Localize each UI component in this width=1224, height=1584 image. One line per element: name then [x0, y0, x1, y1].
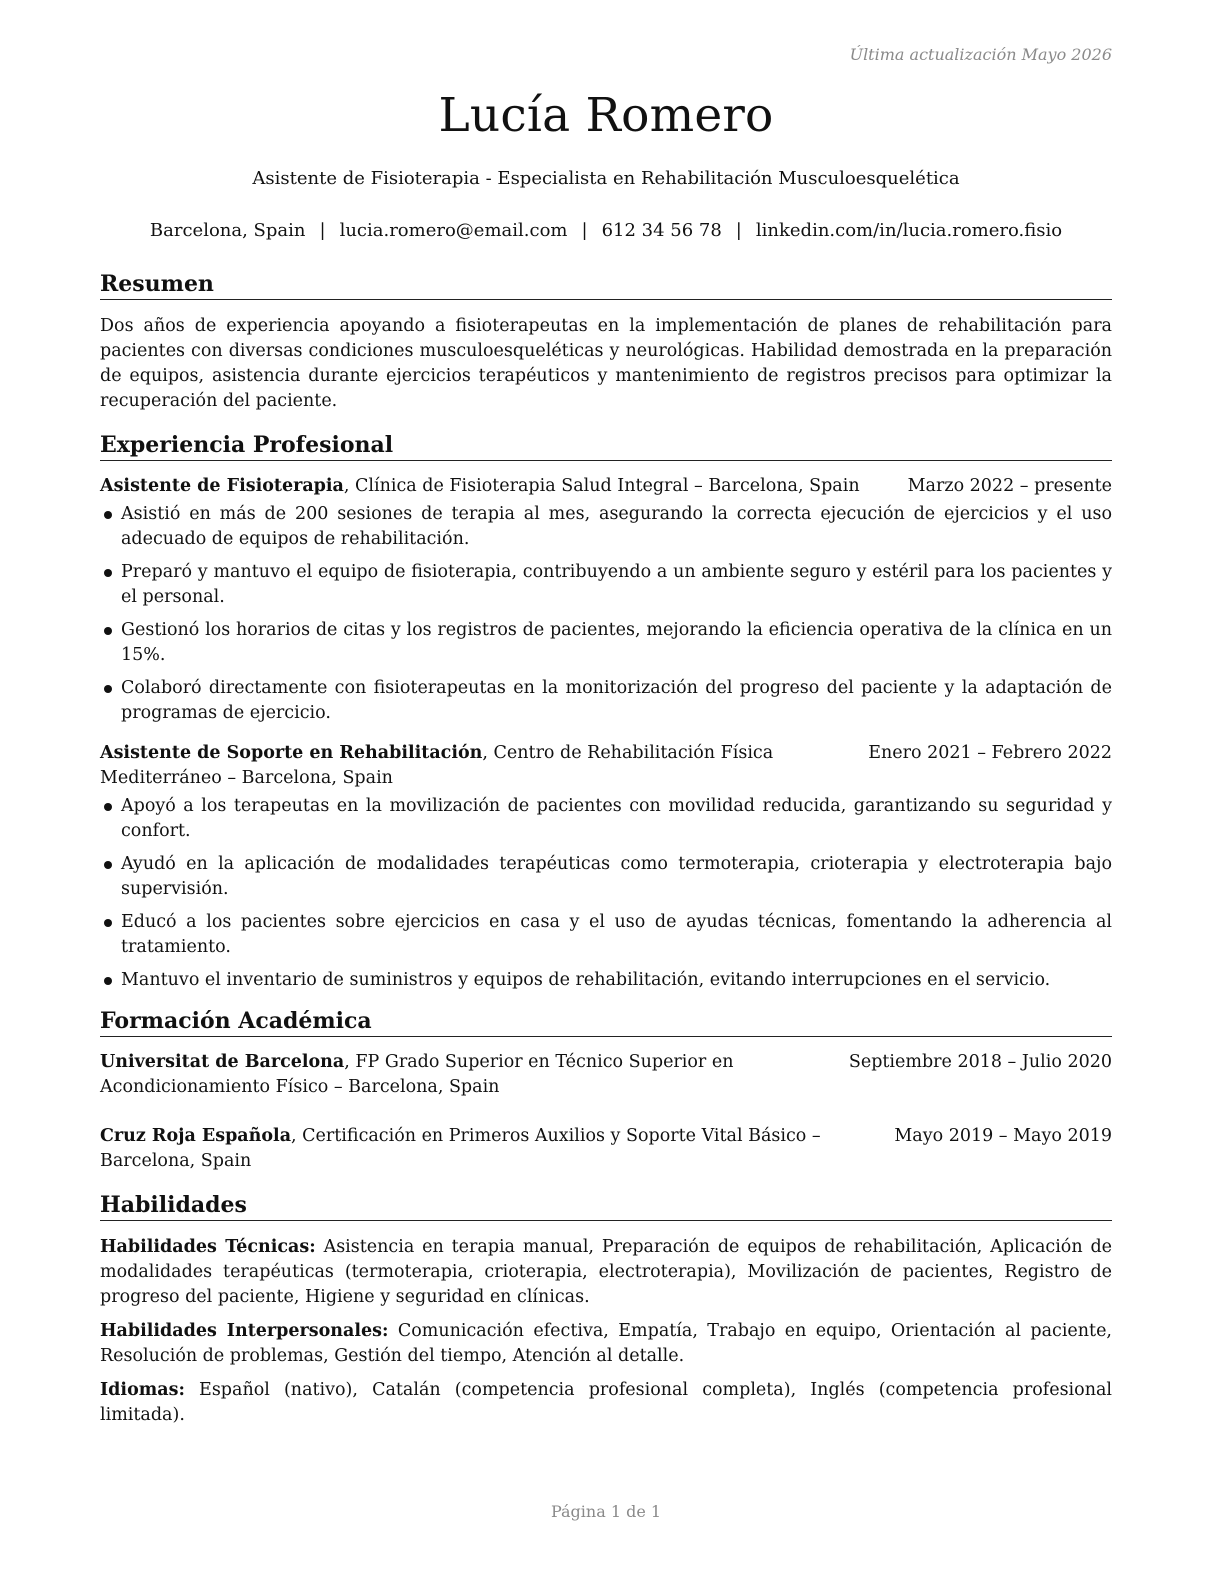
resume-page	[100, 0, 1112, 1584]
contact-email[interactable]: lucia.romero@email.com	[339, 220, 568, 241]
education-dates: Septiembre 2018 – Julio 2020	[848, 1052, 1112, 1072]
education-entry	[100, 1050, 1112, 1100]
list-item	[100, 794, 1112, 844]
bullet-text: Colaboró directamente con fisioterapeutas en la monitorización del progreso del paciente y la adaptación de programas de ejercicio.	[121, 678, 1112, 723]
last-updated: Última actualización Mayo 2026	[849, 45, 1112, 64]
education-detail: , FP Grado Superior en Técnico Superior en Acondicionamiento Físico – Barcelona, Spain	[100, 1052, 734, 1097]
education-line	[100, 1124, 878, 1174]
contact-separator: |	[319, 220, 326, 241]
skill-label: Idiomas:	[100, 1380, 185, 1400]
job-header	[100, 474, 1112, 499]
education-school: Cruz Roja Española	[100, 1126, 292, 1146]
contact-separator: |	[735, 220, 742, 241]
education-school: Universitat de Barcelona	[100, 1052, 345, 1072]
contact-line	[100, 220, 1112, 241]
job-role: Asistente de Fisioterapia	[100, 476, 344, 496]
list-item	[100, 852, 1112, 902]
contact-phone: 612 34 56 78	[601, 220, 722, 241]
summary-text: Dos años de experiencia apoyando a fisioterapeutas en la implementación de planes de rehabilitación para pacientes con diversas condiciones musculoesqueléticas y neurológicas. Habilidad demostrada en la preparación de equipos, asistencia durante ejercicios terapéuticos y mantenimiento de registros precisos para optimizar la recuperación del paciente.	[100, 316, 1112, 411]
bullet-text: Gestionó los horarios de citas y los registros de pacientes, mejorando la eficiencia operativa de la clínica en un 15%.	[121, 620, 1112, 665]
resume-body	[100, 270, 1112, 1428]
job-bullets	[100, 502, 1112, 726]
education-line	[100, 1050, 833, 1100]
list-item	[100, 910, 1112, 960]
education-entry	[100, 1124, 1112, 1174]
contact-location: Barcelona, Spain	[149, 220, 306, 241]
education-dates: Mayo 2019 – Mayo 2019	[894, 1126, 1112, 1146]
skill-group-languages	[100, 1378, 1112, 1428]
contact-separator: |	[581, 220, 588, 241]
summary-section	[100, 270, 1112, 414]
skill-text: Comunicación efectiva, Empatía, Trabajo en equipo, Orientación al paciente, Resolución de problemas, Gestión del tiempo, Atención al detalle.	[100, 1321, 1112, 1366]
skill-text: Español (nativo), Catalán (competencia profesional completa), Inglés (competencia profesional limitada).	[100, 1380, 1112, 1425]
job-org: , Centro de Rehabilitación Física Mediterráneo – Barcelona, Spain	[100, 743, 774, 788]
list-item	[100, 560, 1112, 610]
bullet-text: Mantuvo el inventario de suministros y equipos de rehabilitación, evitando interrupciones en el servicio.	[121, 970, 1051, 990]
list-item	[100, 676, 1112, 726]
education-detail: , Certificación en Primeros Auxilios y Soporte Vital Básico – Barcelona, Spain	[100, 1126, 821, 1171]
bullet-text: Preparó y mantuvo el equipo de fisioterapia, contribuyendo a un ambiente seguro y estéril para los pacientes y el personal.	[121, 562, 1112, 607]
bullet-icon	[104, 861, 112, 869]
education-section	[100, 1007, 1112, 1174]
job-header	[100, 741, 1112, 791]
section-title-summary: Resumen	[100, 270, 1112, 300]
job-org: , Clínica de Fisioterapia Salud Integral – Barcelona, Spain	[343, 476, 860, 496]
bullet-icon	[104, 977, 112, 985]
skill-label: Habilidades Técnicas:	[100, 1237, 316, 1257]
contact-linkedin[interactable]: linkedin.com/in/lucia.romero.fisio	[755, 220, 1063, 241]
bullet-icon	[104, 627, 112, 635]
job-title-line	[100, 741, 852, 791]
section-title-education: Formación Académica	[100, 1007, 1112, 1037]
skill-label: Habilidades Interpersonales:	[100, 1321, 389, 1341]
bullet-icon	[104, 803, 112, 811]
job-title-line	[100, 474, 892, 499]
bullet-icon	[104, 685, 112, 693]
bullet-text: Educó a los pacientes sobre ejercicios en casa y el uso de ayudas técnicas, fomentando la adherencia al tratamiento.	[121, 912, 1112, 957]
page-number: Página 1 de 1	[550, 1502, 662, 1521]
candidate-name: Lucía Romero	[438, 88, 774, 143]
skill-group-technical	[100, 1235, 1112, 1310]
skill-group-interpersonal	[100, 1319, 1112, 1369]
bullet-text: Ayudó en la aplicación de modalidades terapéuticas como termoterapia, crioterapia y electroterapia bajo supervisión.	[121, 854, 1112, 899]
bullet-icon	[104, 511, 112, 519]
bullet-text: Asistió en más de 200 sesiones de terapia al mes, asegurando la correcta ejecución de ejercicios y el uso adecuado de equipos de rehabilitación.	[121, 504, 1112, 549]
list-item	[100, 968, 1112, 993]
list-item	[100, 502, 1112, 552]
experience-section	[100, 431, 1112, 993]
job-entry	[100, 741, 1112, 993]
headline: Asistente de Fisioterapia - Especialista en Rehabilitación Musculoesquelética	[252, 168, 960, 189]
skill-text: Asistencia en terapia manual, Preparación de equipos de rehabilitación, Aplicación de modalidades terapéuticas (termoterapia, crioterapia, electroterapia), Movilización de pacientes, Registro de progreso del paciente, Higiene y seguridad en clínicas.	[100, 1237, 1112, 1307]
job-bullets	[100, 794, 1112, 993]
section-title-skills: Habilidades	[100, 1191, 1112, 1221]
job-entry	[100, 474, 1112, 726]
job-dates: Marzo 2022 – presente	[907, 476, 1112, 496]
bullet-text: Apoyó a los terapeutas en la movilización de pacientes con movilidad reducida, garantizando su seguridad y confort.	[121, 796, 1112, 841]
list-item	[100, 618, 1112, 668]
job-dates: Enero 2021 – Febrero 2022	[868, 743, 1112, 763]
bullet-icon	[104, 919, 112, 927]
bullet-icon	[104, 569, 112, 577]
skills-section	[100, 1191, 1112, 1428]
section-title-experience: Experiencia Profesional	[100, 431, 1112, 461]
job-role: Asistente de Soporte en Rehabilitación	[100, 743, 483, 763]
